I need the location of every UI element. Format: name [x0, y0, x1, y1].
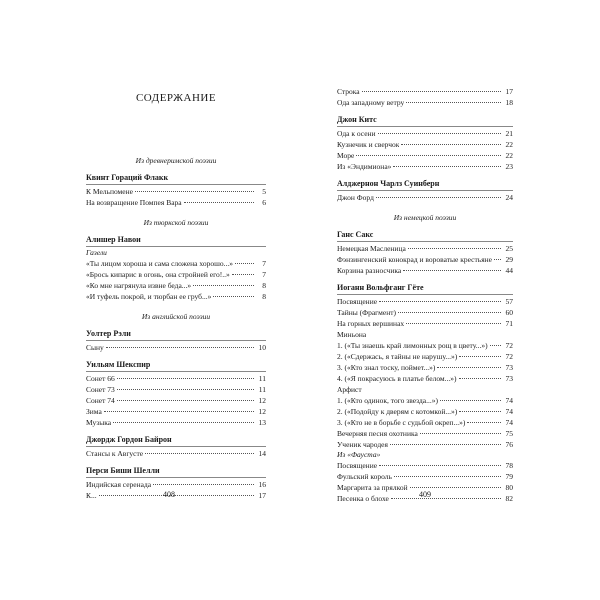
entry-title: 3. («Кто не в борьбе с судьбой окреп...»): [337, 418, 466, 427]
toc-entry: [337, 254, 513, 265]
toc-entry: [337, 161, 513, 172]
toc-entry: [337, 471, 513, 482]
entry-page-number: 74: [505, 418, 513, 427]
dot-leader: [393, 166, 501, 167]
dot-leader: [406, 102, 501, 103]
entry-title: «Ты лицом хороша и сама сложена хорошо...»: [86, 259, 233, 268]
entry-title: К...: [86, 491, 97, 500]
dot-leader: [408, 248, 501, 249]
entry-page-number: 72: [505, 352, 513, 361]
divider: [337, 241, 513, 242]
entry-title: К Мельпомене: [86, 187, 133, 196]
page-number: 408: [163, 490, 175, 499]
author-name: Уильям Шекспир: [86, 360, 151, 369]
entry-list: [86, 479, 266, 501]
entry-list: [86, 448, 266, 459]
author-name: Алишер Навои: [86, 235, 141, 244]
entry-title: Зима: [86, 407, 102, 416]
dot-leader: [235, 263, 254, 264]
toc-entry: [337, 460, 513, 471]
entry-title: «И туфель покрой, и тюрбан ее груб...»: [86, 292, 212, 301]
toc-entry: [86, 395, 266, 406]
toc-entry: [86, 269, 266, 280]
dot-leader: [376, 197, 501, 198]
toc-entry: [86, 448, 266, 459]
entry-title: 2. («Подойду к дверям с котомкой...»): [337, 407, 458, 416]
entry-page-number: 78: [505, 461, 513, 470]
entry-page-number: 57: [505, 297, 513, 306]
entry-list: [337, 128, 513, 172]
toc-entry: [337, 362, 513, 373]
entry-page-number: 22: [505, 151, 513, 160]
toc-entry: [86, 490, 266, 501]
entry-page-number: 11: [258, 385, 266, 394]
dot-leader: [104, 411, 254, 412]
dot-leader: [379, 301, 501, 302]
toc-entry: [337, 395, 513, 406]
entry-page-number: 23: [505, 162, 513, 171]
entry-title: Индийская серенада: [86, 480, 152, 489]
toc-entry: [337, 265, 513, 276]
entry-page-number: 76: [505, 440, 513, 449]
entry-page-number: 10: [258, 343, 266, 352]
entry-page-number: 71: [505, 319, 513, 328]
toc-entry: [337, 428, 513, 439]
toc-entry: [86, 186, 266, 197]
entry-title: Сонет 66: [86, 374, 115, 383]
toc-entry: [86, 258, 266, 269]
entry-title: Немецкая Масленица: [337, 244, 406, 253]
author-name: Уолтер Рэли: [86, 329, 131, 338]
dot-leader: [106, 347, 254, 348]
author-name: Иоганн Вольфганг Гёте: [337, 283, 424, 292]
right-page: [337, 86, 513, 504]
section-heading: Из древнеримской поэзии: [135, 156, 217, 165]
entry-page-number: 74: [505, 407, 513, 416]
entry-page-number: 17: [258, 491, 266, 500]
section-heading: Из английской поэзии: [141, 312, 211, 321]
toc-entry: [337, 86, 513, 97]
entry-title: 1. («Кто одинок, того звезда...»): [337, 396, 438, 405]
entry-title: Из «Эндимиона»: [337, 162, 392, 171]
entry-title: Сонет 74: [86, 396, 115, 405]
entry-page-number: 5: [262, 187, 266, 196]
author-name: Перси Биши Шелли: [86, 466, 160, 475]
divider: [86, 477, 266, 478]
toc-entry: [86, 417, 266, 428]
dot-leader: [467, 422, 501, 423]
dot-leader: [362, 91, 501, 92]
dot-leader: [145, 453, 254, 454]
dot-leader: [437, 367, 501, 368]
dot-leader: [113, 422, 254, 423]
divider: [86, 246, 266, 247]
dot-leader: [406, 323, 501, 324]
divider: [86, 340, 266, 341]
toc-entry: [337, 139, 513, 150]
entry-title: «Ко мне нагрянула извне беда...»: [86, 281, 192, 290]
entry-title: Строка: [337, 87, 360, 96]
entry-page-number: 29: [505, 255, 513, 264]
dot-leader: [420, 433, 501, 434]
toc-entry: [337, 373, 513, 384]
dot-leader: [356, 155, 501, 156]
toc-entry: [86, 197, 266, 208]
dot-leader: [494, 259, 501, 260]
divider: [86, 184, 266, 185]
toc-entry: [86, 479, 266, 490]
entry-page-number: 74: [505, 396, 513, 405]
entry-list: [86, 258, 266, 302]
entry-page-number: 73: [505, 363, 513, 372]
entry-title: Посвящение: [337, 297, 378, 306]
entry-title: Сонет 73: [86, 385, 115, 394]
divider: [337, 126, 513, 127]
dot-leader: [390, 444, 501, 445]
entry-page-number: 24: [505, 193, 513, 202]
entry-title: Маргарита за прялкой: [337, 483, 408, 492]
dot-leader: [117, 400, 254, 401]
dot-leader: [232, 274, 254, 275]
divider: [86, 446, 266, 447]
section-heading: Из немецкой поэзии: [393, 213, 457, 222]
dot-leader: [135, 191, 254, 192]
dot-leader: [490, 345, 501, 346]
dot-leader: [184, 202, 254, 203]
dot-leader: [99, 495, 254, 496]
entry-page-number: 18: [505, 98, 513, 107]
toc-entry: [337, 150, 513, 161]
dot-leader: [391, 498, 501, 499]
entry-title: Тайны (Фрагмент): [337, 308, 397, 317]
dot-leader: [378, 133, 501, 134]
entry-page-number: 44: [505, 266, 513, 275]
entry-title: Ученик чародея: [337, 440, 388, 449]
toc-entry: [337, 128, 513, 139]
entry-page-number: 8: [262, 281, 266, 290]
entry-page-number: 21: [505, 129, 513, 138]
entry-title: Песенка о блохе: [337, 494, 389, 503]
section-heading: Из тюркской поэзии: [143, 218, 209, 227]
dot-leader: [379, 465, 501, 466]
entry-list: [337, 428, 513, 450]
dot-leader: [459, 356, 501, 357]
entry-list: [86, 342, 266, 353]
author-name: Джон Китс: [337, 115, 377, 124]
entry-title: Кузнечик и сверчок: [337, 140, 400, 149]
entry-page-number: 17: [505, 87, 513, 96]
entry-page-number: 7: [262, 270, 266, 279]
entry-page-number: 12: [258, 407, 266, 416]
toc-entry: [337, 318, 513, 329]
dot-leader: [410, 487, 501, 488]
dot-leader: [403, 270, 501, 271]
entry-list: [337, 296, 513, 329]
author-name: Ганс Сакс: [337, 230, 374, 239]
toc-entry: [337, 417, 513, 428]
entry-title: Ода западному ветру: [337, 98, 405, 107]
entry-page-number: 13: [258, 418, 266, 427]
entry-page-number: 8: [262, 292, 266, 301]
dot-leader: [117, 389, 254, 390]
entry-title: 2. («Сдержась, я тайны не нарушу...»): [337, 352, 458, 361]
subsection-label: Газели: [86, 248, 107, 257]
toc-entry: [337, 340, 513, 351]
dot-leader: [213, 296, 254, 297]
entry-list: [337, 192, 513, 203]
author-name: Алджернон Чарлз Суинберн: [337, 179, 440, 188]
divider: [86, 371, 266, 372]
entry-page-number: 11: [258, 374, 266, 383]
toc-entry: [337, 351, 513, 362]
entry-page-number: 12: [258, 396, 266, 405]
dot-leader: [459, 378, 501, 379]
entry-title: Фэнзингенский конокрад и вороватые крестьяне: [337, 255, 492, 264]
entry-title: Музыка: [86, 418, 112, 427]
entry-title: Посвящение: [337, 461, 378, 470]
dot-leader: [117, 378, 254, 379]
entry-page-number: 22: [505, 140, 513, 149]
dot-leader: [459, 411, 501, 412]
entry-title: Корзина разносчика: [337, 266, 402, 275]
toc-entry: [337, 406, 513, 417]
dot-leader: [193, 285, 254, 286]
toc-entry: [337, 97, 513, 108]
entry-page-number: 82: [505, 494, 513, 503]
entry-title: 1. («Ты знаешь край лимонных рощ в цвету...»): [337, 341, 488, 350]
entry-title: Море: [337, 151, 355, 160]
dot-leader: [394, 476, 501, 477]
toc-entry: [86, 384, 266, 395]
dot-leader: [153, 484, 254, 485]
entry-page-number: 25: [505, 244, 513, 253]
toc-entry: [337, 439, 513, 450]
entry-title: Вечерняя песня охотника: [337, 429, 418, 438]
entry-page-number: 73: [505, 374, 513, 383]
left-page: [86, 86, 266, 501]
entry-page-number: 72: [505, 341, 513, 350]
divider: [337, 294, 513, 295]
entry-list: [86, 373, 266, 428]
entry-page-number: 80: [505, 483, 513, 492]
toc-entry: [86, 291, 266, 302]
entry-page-number: 75: [505, 429, 513, 438]
entry-title: Стансы к Августе: [86, 449, 144, 458]
author-name: Квинт Гораций Флакк: [86, 173, 169, 182]
entry-list: [337, 395, 513, 428]
entry-title: На горных вершинах: [337, 319, 405, 328]
divider: [337, 190, 513, 191]
subsection-label: Миньона: [337, 330, 367, 339]
subsection-label: Арфист: [337, 385, 362, 394]
entry-title: Фульский король: [337, 472, 392, 481]
entry-page-number: 6: [262, 198, 266, 207]
subsection-label: Из «Фауста»: [337, 450, 381, 459]
toc-entry: [86, 406, 266, 417]
entry-page-number: 79: [505, 472, 513, 481]
entry-title: «Брось кипарис в огонь, она стройней его!..»: [86, 270, 230, 279]
dot-leader: [401, 144, 501, 145]
toc-entry: [86, 342, 266, 353]
entry-list: [86, 186, 266, 208]
entry-title: На возвращение Помпея Вара: [86, 198, 182, 207]
toc-entry: [337, 296, 513, 307]
entry-title: 4. («Я покрасуюсь в платье белом...»): [337, 374, 457, 383]
dot-leader: [440, 400, 501, 401]
page-number: 409: [419, 490, 431, 499]
entry-title: Ода к осени: [337, 129, 376, 138]
entry-page-number: 14: [258, 449, 266, 458]
entry-title: Джон Форд: [337, 193, 374, 202]
entry-page-number: 60: [505, 308, 513, 317]
entry-title: 3. («Кто знал тоску, поймет...»): [337, 363, 436, 372]
entry-page-number: 16: [258, 480, 266, 489]
author-name: Джордж Гордон Байрон: [86, 435, 172, 444]
entry-list: [337, 243, 513, 276]
page-title: СОДЕРЖАНИЕ: [135, 92, 217, 104]
toc-entry: [337, 307, 513, 318]
entry-list: [337, 86, 513, 108]
toc-entry: [337, 243, 513, 254]
entry-list: [337, 340, 513, 384]
toc-entry: [86, 373, 266, 384]
dot-leader: [398, 312, 501, 313]
entry-page-number: 7: [262, 259, 266, 268]
toc-entry: [86, 280, 266, 291]
toc-entry: [337, 192, 513, 203]
entry-title: Сыну: [86, 343, 104, 352]
